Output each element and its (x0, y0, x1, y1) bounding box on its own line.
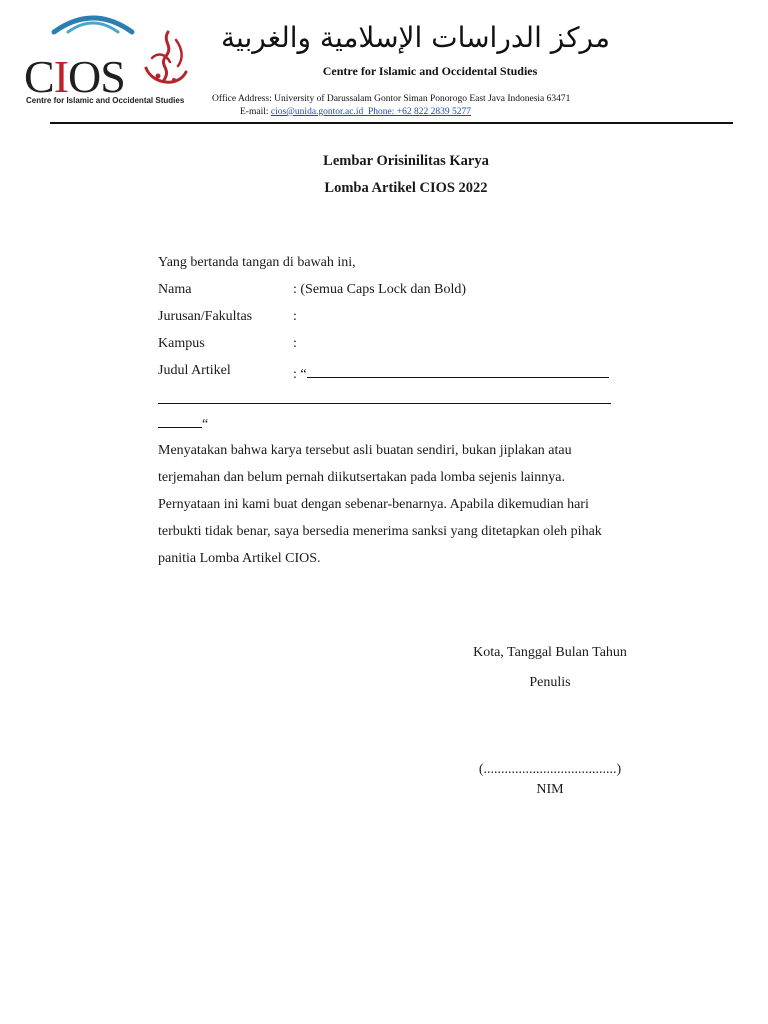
statement-line: terbukti tidak benar, saya bersedia menerima sanksi yang ditetapkan oleh pihak (158, 524, 602, 539)
header-divider (50, 122, 733, 124)
email-link[interactable]: cios@unida.gontor.ac.id (270, 107, 364, 117)
judul-closing-quote: “ (202, 417, 209, 432)
judul-blank-line-3 (158, 413, 202, 428)
cios-logo (22, 10, 192, 110)
statement-line: panitia Lomba Artikel CIOS. (158, 551, 321, 566)
calligraphy-emblem-icon (138, 28, 192, 94)
signer-nim: NIM (536, 782, 564, 797)
field-value-judul (293, 363, 609, 383)
logo-wordmark: CIOS (24, 51, 125, 102)
statement-paragraph (158, 437, 648, 572)
judul-blank-line-1 (307, 363, 609, 378)
logo-subtitle: Centre for Islamic and Occidental Studies (26, 96, 185, 105)
statement-line: terjemahan dan belum pernah diikutsertakan pada lomba sejenis lainnya. (158, 470, 566, 485)
intro-text: Yang bertanda tangan di bawah ini, (158, 255, 356, 270)
logo-arc-icon (48, 10, 138, 36)
document-title: Lembar Orisinilitas Karya (323, 153, 489, 169)
office-address: Office Address: University of Darussalam Gontor Siman Ponorogo East Java Indonesia 63471 (212, 94, 571, 104)
statement-line: Pernyataan ini kami buat dengan sebenar-benarnya. Apabila dikemudian hari (158, 497, 589, 512)
field-label-nama: Nama (158, 282, 192, 297)
arabic-centre-title: مركز الدراسات الإسلامية والغربية (220, 21, 610, 54)
judul-prefix: : “ (293, 367, 307, 382)
field-value-jurusan: : (293, 309, 297, 324)
centre-name: Centre for Islamic and Occidental Studies (322, 64, 538, 78)
document-subtitle: Lomba Artikel CIOS 2022 (324, 180, 488, 196)
phone-link[interactable]: Phone: +62 822 2839 5277 (368, 107, 472, 117)
signer-role: Penulis (529, 675, 571, 690)
place-date: Kota, Tanggal Bulan Tahun (473, 645, 627, 660)
contact-line (240, 107, 471, 117)
judul-blank-line-2 (158, 403, 611, 404)
email-label: E-mail: (240, 107, 271, 117)
statement-line: Menyatakan bahwa karya tersebut asli buatan sendiri, bukan jiplakan atau (158, 443, 572, 458)
field-label-jurusan: Jurusan/Fakultas (158, 309, 253, 324)
field-label-judul: Judul Artikel (158, 363, 231, 378)
signer-name-blank: (......................................) (478, 762, 622, 777)
field-label-kampus: Kampus (158, 336, 205, 351)
field-value-kampus: : (293, 336, 297, 351)
judul-continuation (158, 413, 208, 433)
field-value-nama: : (Semua Caps Lock dan Bold) (293, 282, 467, 297)
